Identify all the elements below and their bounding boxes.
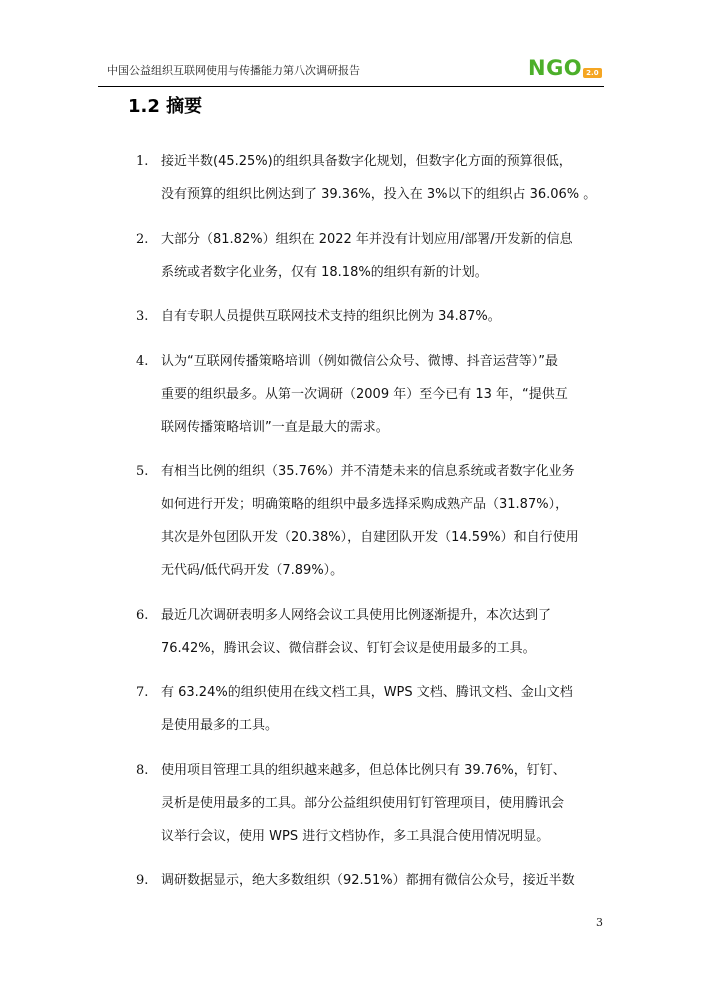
list-item <box>128 345 608 444</box>
item-line: 其次是外包团队开发（20.38%），自建团队开发（14.59%）和自行使用 <box>161 530 579 545</box>
item-line: 大部分（81.82%）组织在 2022 年并没有计划应用/部署/开发新的信息 <box>161 231 573 247</box>
item-line: 最近几次调研表明多人网络会议工具使用比例逐渐提升，本次达到了 <box>161 607 552 623</box>
item-line: 如何进行开发；明确策略的组织中最多选择采购成熟产品（31.87%）， <box>161 497 569 512</box>
item-line: 调研数据显示，绝大多数组织（92.51%）都拥有微信公众号，接近半数 <box>161 873 575 888</box>
item-number: 1. <box>136 154 149 169</box>
list-item <box>128 599 608 665</box>
list-item <box>128 864 608 897</box>
item-number: 9. <box>136 873 149 888</box>
item-number: 4. <box>136 353 149 369</box>
summary-list <box>128 145 608 909</box>
item-line: 没有预算的组织比例达到了 39.36%，投入在 3%以下的组织占 36.06% 。 <box>161 187 597 202</box>
item-line: 接近半数(45.25%)的组织具备数字化规划，但数字化方面的预算很低， <box>161 154 572 169</box>
item-number: 5. <box>136 464 149 479</box>
item-line: 是使用最多的工具。 <box>161 718 279 733</box>
item-line: 灵析是使用最多的工具。部分公益组织使用钉钉管理项目，使用腾讯会 <box>161 795 565 811</box>
list-item <box>128 145 608 211</box>
item-line: 联网传播策略培训”一直是最大的需求。 <box>161 419 389 435</box>
item-line: 系统或者数字化业务，仅有 18.18%的组织有新的计划。 <box>161 264 488 280</box>
ngo-logo <box>528 54 602 82</box>
list-item <box>128 300 608 333</box>
item-number: 2. <box>136 231 149 247</box>
list-item <box>128 754 608 853</box>
item-line: 使用项目管理工具的组织越来越多，但总体比例只有 39.76%，钉钉、 <box>161 762 566 778</box>
logo-text: NGO <box>528 56 583 80</box>
list-item <box>128 676 608 742</box>
list-item <box>128 223 608 289</box>
item-number: 3. <box>136 309 149 324</box>
list-item <box>128 455 608 587</box>
item-number: 7. <box>136 685 149 700</box>
item-line: 76.42%，腾讯会议、微信群会议、钉钉会议是使用最多的工具。 <box>161 640 536 656</box>
running-header: 中国公益组织互联网使用与传播能力第八次调研报告 <box>107 64 360 77</box>
section-title: 1.2 摘要 <box>128 96 203 117</box>
item-line: 有相当比例的组织（35.76%）并不清楚未来的信息系统或者数字化业务 <box>161 464 575 479</box>
item-line: 认为“互联网传播策略培训（例如微信公众号、微博、抖音运营等）”最 <box>161 353 558 369</box>
item-line: 议举行会议，使用 WPS 进行文档协作，多工具混合使用情况明显。 <box>161 828 550 844</box>
header-divider <box>98 86 604 87</box>
item-line: 有 63.24%的组织使用在线文档工具，WPS 文档、腾讯文档、金山文档 <box>161 685 573 700</box>
page-number: 3 <box>596 916 603 929</box>
item-line: 自有专职人员提供互联网技术支持的组织比例为 34.87%。 <box>161 309 501 324</box>
item-number: 6. <box>136 607 149 623</box>
logo-badge: 2.0 <box>583 68 601 78</box>
item-number: 8. <box>136 762 149 778</box>
item-line: 重要的组织最多。从第一次调研（2009 年）至今已有 13 年，“提供互 <box>161 386 568 402</box>
item-line: 无代码/低代码开发（7.89%）。 <box>161 563 344 578</box>
